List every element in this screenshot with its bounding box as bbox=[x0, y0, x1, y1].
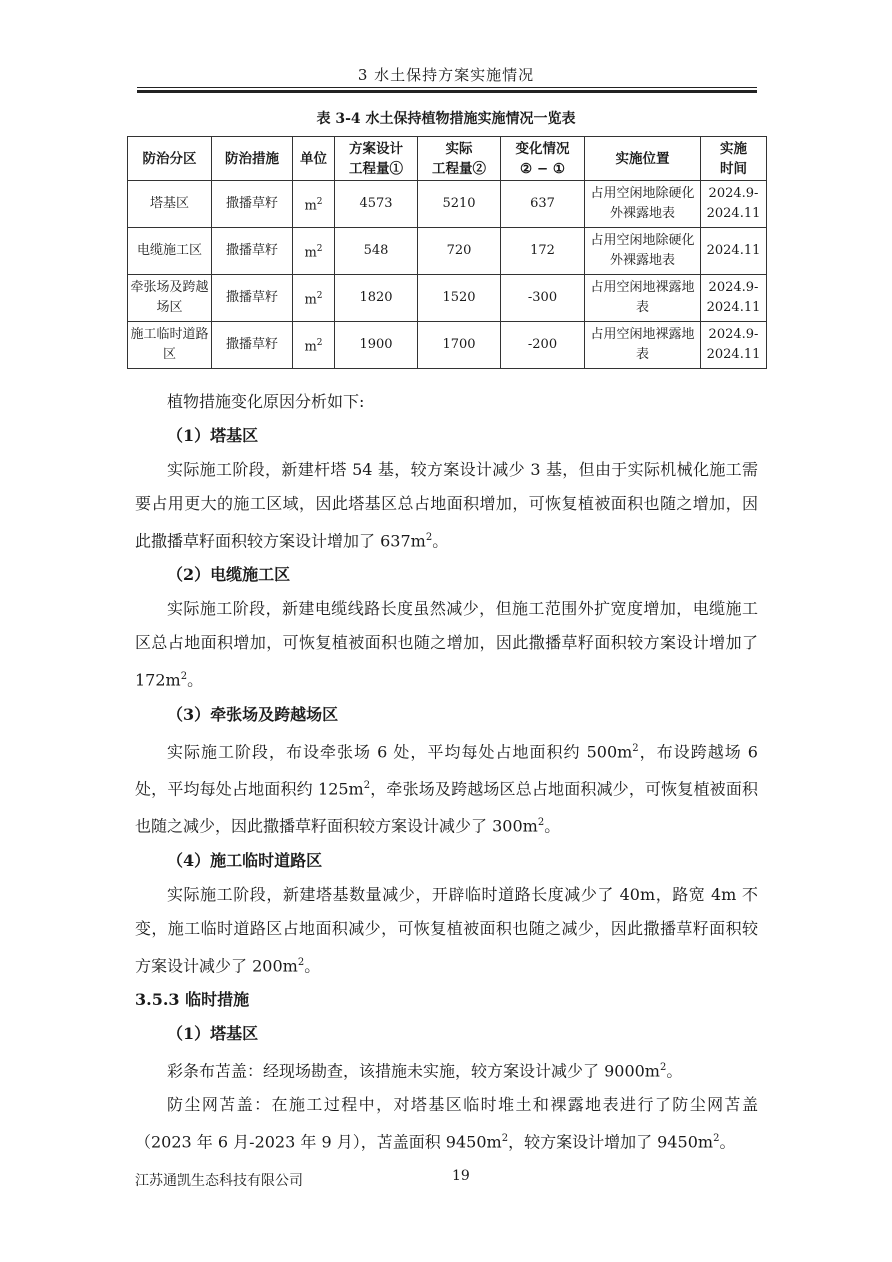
cell-time: 2024.9- 2024.11 bbox=[701, 275, 767, 322]
cell-location: 占用空闲地裸露地表 bbox=[585, 275, 701, 322]
cell-measure: 撒播草籽 bbox=[212, 181, 293, 228]
th-unit: 单位 bbox=[293, 137, 335, 181]
th-measure: 防治措施 bbox=[212, 137, 293, 181]
table-row bbox=[128, 322, 767, 369]
vegetation-measures-table bbox=[127, 136, 767, 369]
subheading-temp-tower-area: （1）塔基区 bbox=[167, 1023, 259, 1043]
subheading-temp-road: （4）施工临时道路区 bbox=[167, 850, 323, 870]
cell-location: 占用空闲地裸露地表 bbox=[585, 322, 701, 369]
cell-location: 占用空闲地除硬化外裸露地表 bbox=[585, 181, 701, 228]
cell-design: 4573 bbox=[335, 181, 418, 228]
table-caption: 表 3-4 水土保持植物措施实施情况一览表 bbox=[316, 111, 576, 127]
cell-zone: 塔基区 bbox=[128, 181, 212, 228]
cell-design: 1820 bbox=[335, 275, 418, 322]
cell-design: 1900 bbox=[335, 322, 418, 369]
paragraph-tarp-cover: 彩条布苫盖：经现场勘查，该措施未实施，较方案设计减少了 $9000m^2$。 bbox=[167, 1061, 683, 1081]
cell-change: -300 bbox=[501, 275, 585, 322]
paragraph-temp-road: 实际施工阶段，新建塔基数量减少，开辟临时道路长度减少了 40m，路宽 4m 不变，施工临时道路区占地面积减少，可恢复植被面积也随之减少，因此撒播草籽面积较方案设计减少了 $200m^2$。 bbox=[135, 884, 758, 975]
body-text bbox=[135, 385, 758, 1160]
th-zone: 防治分区 bbox=[128, 137, 212, 181]
th-location: 实施位置 bbox=[585, 137, 701, 181]
cell-unit: $m^2$ bbox=[293, 322, 335, 369]
cell-location: 占用空闲地除硬化外裸露地表 bbox=[585, 228, 701, 275]
cell-design: 548 bbox=[335, 228, 418, 275]
cell-change: -200 bbox=[501, 322, 585, 369]
th-change: 变化情况 ② − ① bbox=[501, 137, 585, 181]
table-row bbox=[128, 228, 767, 275]
th-actual: 实际 工程量② bbox=[418, 137, 501, 181]
paragraph-dust-net: 防尘网苫盖：在施工过程中，对塔基区临时堆土和裸露地表进行了防尘网苫盖（2023 年 6 月-2023 年 9 月），苫盖面积 $9450m^2$，较方案设计增加了 $9450m^2$。 bbox=[135, 1095, 758, 1152]
cell-time: 2024.11 bbox=[701, 228, 767, 275]
running-header: 3 水土保持方案实施情况 bbox=[357, 66, 535, 84]
header-rule-thin bbox=[137, 87, 757, 88]
footer-company: 江苏通凯生态科技有限公司 bbox=[135, 1173, 303, 1189]
th-design: 方案设计 工程量① bbox=[335, 137, 418, 181]
cell-measure: 撒播草籽 bbox=[212, 228, 293, 275]
cell-unit: $m^2$ bbox=[293, 181, 335, 228]
cell-unit: $m^2$ bbox=[293, 228, 335, 275]
page-number: 19 bbox=[452, 1168, 470, 1184]
table-header-row bbox=[128, 137, 767, 181]
cell-time: 2024.9- 2024.11 bbox=[701, 181, 767, 228]
paragraph-cable-area: 实际施工阶段，新建电缆线路长度虽然减少，但施工范围外扩宽度增加，电缆施工区总占地面积增加，可恢复植被面积也随之增加，因此撒播草籽面积较方案设计增加了 $172m^2$。 bbox=[135, 599, 758, 690]
subheading-tension-field: （3）牵张场及跨越场区 bbox=[167, 704, 339, 724]
subheading-cable-area: （2）电缆施工区 bbox=[167, 565, 291, 585]
cell-measure: 撒播草籽 bbox=[212, 322, 293, 369]
table-row bbox=[128, 181, 767, 228]
table-row bbox=[128, 275, 767, 322]
cell-zone: 施工临时道路区 bbox=[128, 322, 212, 369]
cell-measure: 撒播草籽 bbox=[212, 275, 293, 322]
cell-change: 637 bbox=[501, 181, 585, 228]
cell-change: 172 bbox=[501, 228, 585, 275]
cell-actual: 720 bbox=[418, 228, 501, 275]
cell-actual: 1520 bbox=[418, 275, 501, 322]
paragraph-tower-area: 实际施工阶段，新建杆塔 54 基，较方案设计减少 3 基，但由于实际机械化施工需要占用更大的施工区域，因此塔基区总占地面积增加，可恢复植被面积也随之增加，因此撒播草籽面积较方案设计增加了 $637m^2$。 bbox=[135, 460, 758, 551]
cell-time: 2024.9- 2024.11 bbox=[701, 322, 767, 369]
cell-unit: $m^2$ bbox=[293, 275, 335, 322]
intro-paragraph: 植物措施变化原因分析如下: bbox=[167, 392, 365, 411]
subheading-tower-area: （1）塔基区 bbox=[167, 426, 259, 445]
cell-actual: 5210 bbox=[418, 181, 501, 228]
header-rule-thick bbox=[137, 90, 757, 93]
cell-zone: 电缆施工区 bbox=[128, 228, 212, 275]
cell-actual: 1700 bbox=[418, 322, 501, 369]
section-heading-353: 3.5.3 临时措施 bbox=[135, 989, 250, 1009]
paragraph-tension-field: 实际施工阶段，布设牵张场 6 处，平均每处占地面积约 $500m^2$，布设跨越场 6 处，平均每处占地面积约 $125m^2$，牵张场及跨越场区总占地面积减少，可恢复植被面积也随之减少，因此撒播草籽面积较方案设计减少了 $300m^2$。 bbox=[135, 741, 758, 836]
th-time: 实施 时间 bbox=[701, 137, 767, 181]
cell-zone: 牵张场及跨越场区 bbox=[128, 275, 212, 322]
